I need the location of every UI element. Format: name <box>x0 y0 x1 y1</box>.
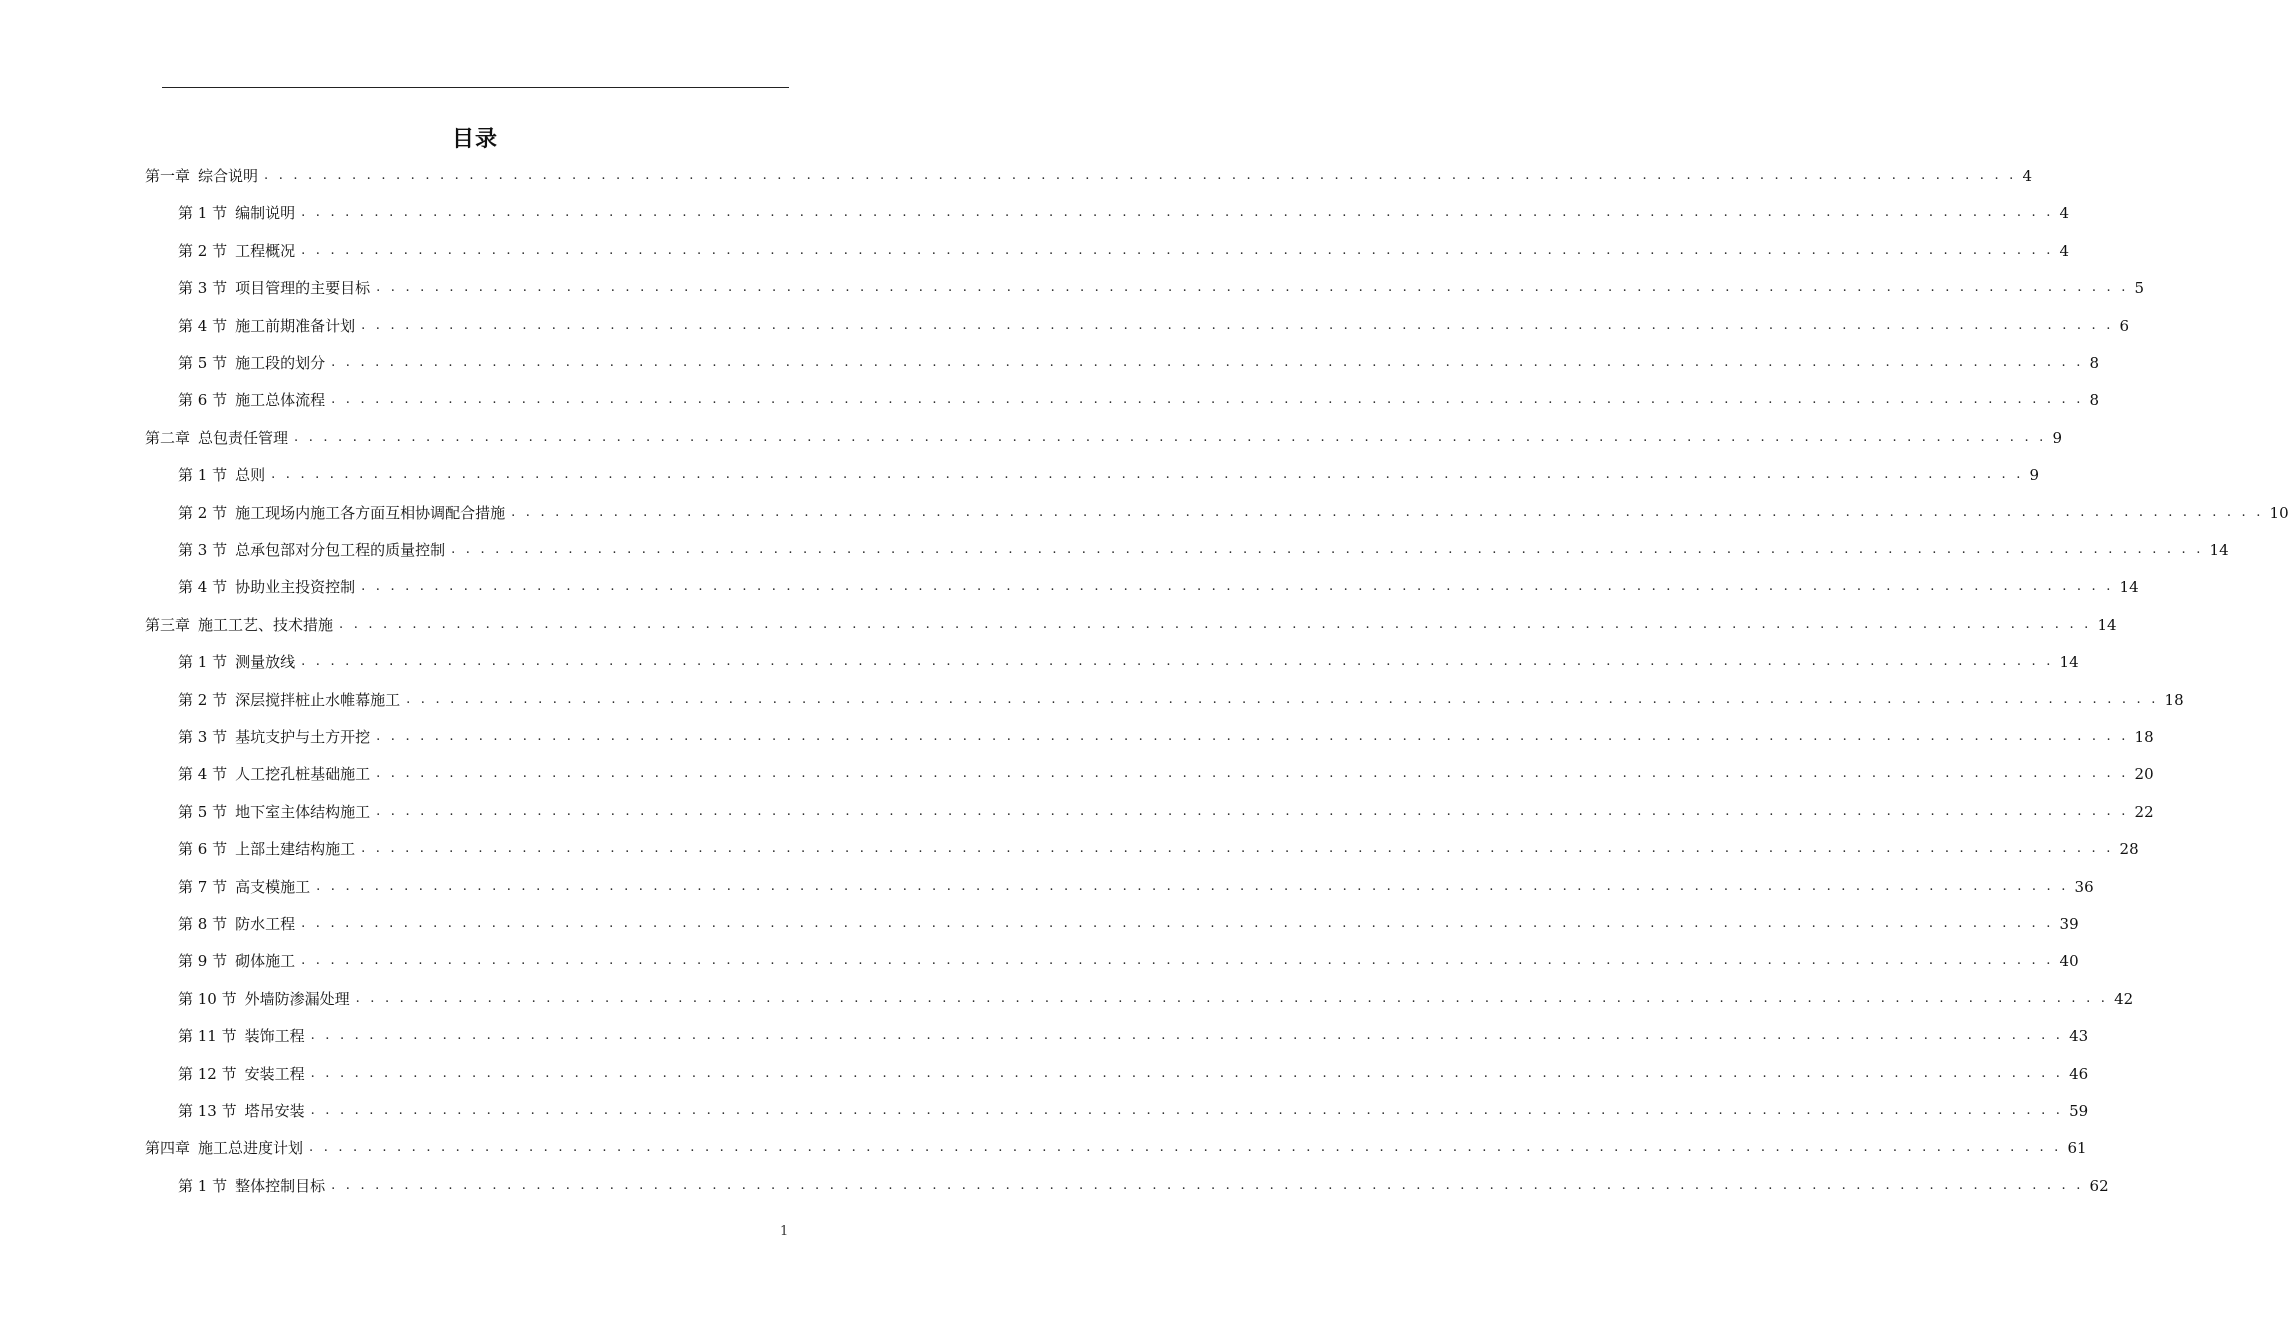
toc-entry-number: 第一章 <box>145 167 191 185</box>
toc-entry-number: 第 1 节 <box>178 1177 228 1195</box>
toc-entry-label: 施工工艺、技术措施 <box>198 616 334 634</box>
toc-dot-leader: . . . . . . . . . . . . . . . . . . . . . . . . . . . . . . . . . . . . . . . . . . . . . . . . . . . . . . . . . . . . . . . . . . . . . . . . . . . . . . . . . . . . . . . . . . . . . . . . . . . . . . . . . . . . . . . . . . . . . . . . <box>376 804 2129 819</box>
toc-entry-number: 第 10 节 <box>178 990 237 1008</box>
toc-entry-page: 43 <box>2069 1027 2089 1045</box>
toc-entry-number: 第 3 节 <box>178 279 228 297</box>
toc-entry-number: 第 8 节 <box>178 915 228 933</box>
toc-section-entry[interactable] <box>178 573 2139 597</box>
toc-dot-leader: . . . . . . . . . . . . . . . . . . . . . . . . . . . . . . . . . . . . . . . . . . . . . . . . . . . . . . . . . . . . . . . . . . . . . . . . . . . . . . . . . . . . . . . . . . . . . . . . . . . . . . . . . . . . . . . . . . . . . . . . <box>406 692 2159 707</box>
toc-entry-label: 施工现场内施工各方面互相协调配合措施 <box>235 504 506 522</box>
toc-dot-leader: . . . . . . . . . . . . . . . . . . . . . . . . . . . . . . . . . . . . . . . . . . . . . . . . . . . . . . . . . . . . . . . . . . . . . . . . . . . . . . . . . . . . . . . . . . . . . . . . . . . . . . . . . . . . . . . . . . . . . . . . <box>331 355 2084 370</box>
toc-entry-page: 42 <box>2114 990 2134 1008</box>
toc-section-entry[interactable] <box>178 1172 2109 1196</box>
toc-entry-page: 14 <box>2119 578 2139 596</box>
toc-entry-number: 第 2 节 <box>178 242 228 260</box>
toc-section-entry[interactable] <box>178 873 2094 897</box>
toc-chapter-entry[interactable] <box>145 611 2117 635</box>
toc-section-entry[interactable] <box>178 798 2154 822</box>
toc-dot-leader: . . . . . . . . . . . . . . . . . . . . . . . . . . . . . . . . . . . . . . . . . . . . . . . . . . . . . . . . . . . . . . . . . . . . . . . . . . . . . . . . . . . . . . . . . . . . . . . . . . . . . . . . . . . . . . . . . . . . . . . . <box>271 467 2024 482</box>
toc-entry-page: 28 <box>2119 840 2139 858</box>
toc-entry-page: 14 <box>2059 653 2079 671</box>
toc-entry-number: 第 1 节 <box>178 653 228 671</box>
toc-entry-number: 第 4 节 <box>178 765 228 783</box>
toc-entry-page: 14 <box>2209 541 2229 559</box>
toc-entry-label: 协助业主投资控制 <box>235 578 356 596</box>
toc-dot-leader: . . . . . . . . . . . . . . . . . . . . . . . . . . . . . . . . . . . . . . . . . . . . . . . . . . . . . . . . . . . . . . . . . . . . . . . . . . . . . . . . . . . . . . . . . . . . . . . . . . . . . . . . . . . . . . . . . . . . . . . . <box>301 243 2054 258</box>
toc-entry-label: 外墙防渗漏处理 <box>244 990 350 1008</box>
toc-dot-leader: . . . . . . . . . . . . . . . . . . . . . . . . . . . . . . . . . . . . . . . . . . . . . . . . . . . . . . . . . . . . . . . . . . . . . . . . . . . . . . . . . . . . . . . . . . . . . . . . . . . . . . . . . . . . . . . . . . . . . . . . <box>511 505 2264 520</box>
toc-dot-leader: . . . . . . . . . . . . . . . . . . . . . . . . . . . . . . . . . . . . . . . . . . . . . . . . . . . . . . . . . . . . . . . . . . . . . . . . . . . . . . . . . . . . . . . . . . . . . . . . . . . . . . . . . . . . . . . . . . . . . . . . <box>376 766 2129 781</box>
toc-section-entry[interactable] <box>178 1060 2089 1084</box>
toc-entry-label: 安装工程 <box>244 1065 305 1083</box>
toc-section-entry[interactable] <box>178 349 2100 373</box>
toc-entry-page: 62 <box>2089 1177 2109 1195</box>
toc-entry-page: 18 <box>2134 728 2154 746</box>
toc-title: 目录 <box>451 127 498 152</box>
toc-entry-label: 高支模施工 <box>235 878 311 896</box>
toc-dot-leader: . . . . . . . . . . . . . . . . . . . . . . . . . . . . . . . . . . . . . . . . . . . . . . . . . . . . . . . . . . . . . . . . . . . . . . . . . . . . . . . . . . . . . . . . . . . . . . . . . . . . . . . . . . . . . . . . . . . . . . . . <box>361 579 2114 594</box>
toc-section-entry[interactable] <box>178 1022 2089 1046</box>
toc-dot-leader: . . . . . . . . . . . . . . . . . . . . . . . . . . . . . . . . . . . . . . . . . . . . . . . . . . . . . . . . . . . . . . . . . . . . . . . . . . . . . . . . . . . . . . . . . . . . . . . . . . . . . . . . . . . . . . . . . . . . . . . . <box>339 617 2092 632</box>
toc-entry-page: 4 <box>2059 242 2070 260</box>
toc-chapter-entry[interactable] <box>145 424 2063 448</box>
toc-dot-leader: . . . . . . . . . . . . . . . . . . . . . . . . . . . . . . . . . . . . . . . . . . . . . . . . . . . . . . . . . . . . . . . . . . . . . . . . . . . . . . . . . . . . . . . . . . . . . . . . . . . . . . . . . . . . . . . . . . . . . . . . <box>355 991 2109 1006</box>
toc-dot-leader: . . . . . . . . . . . . . . . . . . . . . . . . . . . . . . . . . . . . . . . . . . . . . . . . . . . . . . . . . . . . . . . . . . . . . . . . . . . . . . . . . . . . . . . . . . . . . . . . . . . . . . . . . . . . . . . . . . . . . . . . <box>301 205 2054 220</box>
toc-entry-label: 整体控制目标 <box>235 1177 326 1195</box>
toc-entry-label: 深层搅拌桩止水帷幕施工 <box>235 691 401 709</box>
toc-entry-number: 第 5 节 <box>178 803 228 821</box>
toc-entry-page: 9 <box>2052 429 2063 447</box>
toc-entry-label: 总包责任管理 <box>198 429 289 447</box>
toc-dot-leader: . . . . . . . . . . . . . . . . . . . . . . . . . . . . . . . . . . . . . . . . . . . . . . . . . . . . . . . . . . . . . . . . . . . . . . . . . . . . . . . . . . . . . . . . . . . . . . . . . . . . . . . . . . . . . . . . . . . . . . . . <box>264 168 2017 183</box>
toc-dot-leader: . . . . . . . . . . . . . . . . . . . . . . . . . . . . . . . . . . . . . . . . . . . . . . . . . . . . . . . . . . . . . . . . . . . . . . . . . . . . . . . . . . . . . . . . . . . . . . . . . . . . . . . . . . . . . . . . . . . . . . . . <box>376 729 2129 744</box>
toc-entry-number: 第 6 节 <box>178 391 228 409</box>
toc-dot-leader: . . . . . . . . . . . . . . . . . . . . . . . . . . . . . . . . . . . . . . . . . . . . . . . . . . . . . . . . . . . . . . . . . . . . . . . . . . . . . . . . . . . . . . . . . . . . . . . . . . . . . . . . . . . . . . . . . . . . . . . . <box>310 1103 2064 1118</box>
toc-entry-label: 总则 <box>235 466 266 484</box>
toc-entry-label: 施工前期准备计划 <box>235 317 356 335</box>
toc-entry-label: 测量放线 <box>235 653 296 671</box>
toc-dot-leader: . . . . . . . . . . . . . . . . . . . . . . . . . . . . . . . . . . . . . . . . . . . . . . . . . . . . . . . . . . . . . . . . . . . . . . . . . . . . . . . . . . . . . . . . . . . . . . . . . . . . . . . . . . . . . . . . . . . . . . . . <box>301 953 2054 968</box>
toc-entry-page: 39 <box>2059 915 2079 933</box>
toc-entry-number: 第 4 节 <box>178 578 228 596</box>
toc-section-entry[interactable] <box>178 461 2040 485</box>
toc-dot-leader: . . . . . . . . . . . . . . . . . . . . . . . . . . . . . . . . . . . . . . . . . . . . . . . . . . . . . . . . . . . . . . . . . . . . . . . . . . . . . . . . . . . . . . . . . . . . . . . . . . . . . . . . . . . . . . . . . . . . . . . . <box>361 841 2114 856</box>
toc-entry-number: 第 6 节 <box>178 840 228 858</box>
page-number: 1 <box>780 1224 789 1239</box>
toc-section-entry[interactable] <box>178 536 2229 560</box>
toc-entry-label: 装饰工程 <box>244 1027 305 1045</box>
toc-entry-page: 36 <box>2074 878 2094 896</box>
toc-entry-number: 第四章 <box>145 1139 191 1157</box>
toc-entry-label: 综合说明 <box>198 167 259 185</box>
toc-section-entry[interactable] <box>178 199 2070 223</box>
toc-entry-page: 61 <box>2067 1139 2087 1157</box>
toc-entry-number: 第 4 节 <box>178 317 228 335</box>
toc-entry-number: 第 3 节 <box>178 541 228 559</box>
toc-entry-number: 第 12 节 <box>178 1065 237 1083</box>
toc-entry-number: 第二章 <box>145 429 191 447</box>
toc-entry-page: 4 <box>2022 167 2033 185</box>
toc-entry-label: 上部土建结构施工 <box>235 840 356 858</box>
toc-section-entry[interactable] <box>178 947 2079 971</box>
toc-entry-page: 8 <box>2089 354 2100 372</box>
toc-dot-leader: . . . . . . . . . . . . . . . . . . . . . . . . . . . . . . . . . . . . . . . . . . . . . . . . . . . . . . . . . . . . . . . . . . . . . . . . . . . . . . . . . . . . . . . . . . . . . . . . . . . . . . . . . . . . . . . . . . . . . . . . <box>301 916 2054 931</box>
toc-section-entry[interactable] <box>178 686 2184 710</box>
toc-section-entry[interactable] <box>178 835 2139 859</box>
toc-entry-page: 6 <box>2119 317 2130 335</box>
toc-dot-leader: . . . . . . . . . . . . . . . . . . . . . . . . . . . . . . . . . . . . . . . . . . . . . . . . . . . . . . . . . . . . . . . . . . . . . . . . . . . . . . . . . . . . . . . . . . . . . . . . . . . . . . . . . . . . . . . . . . . . . . . . <box>294 430 2047 445</box>
toc-section-entry[interactable] <box>178 237 2070 261</box>
toc-entry-page: 46 <box>2069 1065 2089 1083</box>
toc-dot-leader: . . . . . . . . . . . . . . . . . . . . . . . . . . . . . . . . . . . . . . . . . . . . . . . . . . . . . . . . . . . . . . . . . . . . . . . . . . . . . . . . . . . . . . . . . . . . . . . . . . . . . . . . . . . . . . . . . . . . . . . . <box>331 1178 2084 1193</box>
toc-entry-page: 9 <box>2029 466 2040 484</box>
toc-entry-number: 第 13 节 <box>178 1102 237 1120</box>
toc-entry-label: 项目管理的主要目标 <box>235 279 371 297</box>
toc-section-entry[interactable] <box>178 274 2145 298</box>
toc-dot-leader: . . . . . . . . . . . . . . . . . . . . . . . . . . . . . . . . . . . . . . . . . . . . . . . . . . . . . . . . . . . . . . . . . . . . . . . . . . . . . . . . . . . . . . . . . . . . . . . . . . . . . . . . . . . . . . . . . . . . . . . . <box>451 542 2204 557</box>
toc-dot-leader: . . . . . . . . . . . . . . . . . . . . . . . . . . . . . . . . . . . . . . . . . . . . . . . . . . . . . . . . . . . . . . . . . . . . . . . . . . . . . . . . . . . . . . . . . . . . . . . . . . . . . . . . . . . . . . . . . . . . . . . . <box>331 392 2084 407</box>
toc-dot-leader: . . . . . . . . . . . . . . . . . . . . . . . . . . . . . . . . . . . . . . . . . . . . . . . . . . . . . . . . . . . . . . . . . . . . . . . . . . . . . . . . . . . . . . . . . . . . . . . . . . . . . . . . . . . . . . . . . . . . . . . . <box>316 879 2069 894</box>
toc-entry-number: 第 2 节 <box>178 504 228 522</box>
toc-entry-label: 砌体施工 <box>235 952 296 970</box>
toc-section-entry[interactable] <box>178 499 2289 523</box>
toc-entry-number: 第 1 节 <box>178 466 228 484</box>
toc-dot-leader: . . . . . . . . . . . . . . . . . . . . . . . . . . . . . . . . . . . . . . . . . . . . . . . . . . . . . . . . . . . . . . . . . . . . . . . . . . . . . . . . . . . . . . . . . . . . . . . . . . . . . . . . . . . . . . . . . . . . . . . . <box>310 1066 2064 1081</box>
toc-entry-number: 第 11 节 <box>178 1027 237 1045</box>
toc-entry-label: 总承包部对分包工程的质量控制 <box>235 541 446 559</box>
toc-entry-page: 4 <box>2059 204 2070 222</box>
toc-entry-number: 第 9 节 <box>178 952 228 970</box>
toc-entry-label: 人工挖孔桩基础施工 <box>235 765 371 783</box>
toc-section-entry[interactable] <box>178 312 2130 336</box>
toc-entry-label: 基坑支护与土方开挖 <box>235 728 371 746</box>
toc-dot-leader: . . . . . . . . . . . . . . . . . . . . . . . . . . . . . . . . . . . . . . . . . . . . . . . . . . . . . . . . . . . . . . . . . . . . . . . . . . . . . . . . . . . . . . . . . . . . . . . . . . . . . . . . . . . . . . . . . . . . . . . . <box>376 280 2129 295</box>
toc-section-entry[interactable] <box>178 985 2134 1009</box>
toc-section-entry[interactable] <box>178 723 2154 747</box>
toc-entry-label: 塔吊安装 <box>244 1102 305 1120</box>
toc-entry-page: 59 <box>2069 1102 2089 1120</box>
toc-entry-page: 40 <box>2059 952 2079 970</box>
toc-entry-number: 第 5 节 <box>178 354 228 372</box>
toc-entry-label: 施工段的划分 <box>235 354 326 372</box>
toc-entry-number: 第 7 节 <box>178 878 228 896</box>
toc-entry-label: 防水工程 <box>235 915 296 933</box>
toc-entry-page: 22 <box>2134 803 2154 821</box>
toc-dot-leader: . . . . . . . . . . . . . . . . . . . . . . . . . . . . . . . . . . . . . . . . . . . . . . . . . . . . . . . . . . . . . . . . . . . . . . . . . . . . . . . . . . . . . . . . . . . . . . . . . . . . . . . . . . . . . . . . . . . . . . . . <box>361 318 2114 333</box>
toc-entry-page: 8 <box>2089 391 2100 409</box>
toc-dot-leader: . . . . . . . . . . . . . . . . . . . . . . . . . . . . . . . . . . . . . . . . . . . . . . . . . . . . . . . . . . . . . . . . . . . . . . . . . . . . . . . . . . . . . . . . . . . . . . . . . . . . . . . . . . . . . . . . . . . . . . . . <box>301 654 2054 669</box>
toc-chapter-entry[interactable] <box>145 1134 2087 1158</box>
toc-entry-label: 施工总体流程 <box>235 391 326 409</box>
toc-entry-label: 施工总进度计划 <box>198 1139 304 1157</box>
toc-chapter-entry[interactable] <box>145 162 2033 186</box>
toc-entry-label: 地下室主体结构施工 <box>235 803 371 821</box>
toc-entry-page: 20 <box>2134 765 2154 783</box>
toc-entry-page: 10 <box>2269 504 2289 522</box>
toc-section-entry[interactable] <box>178 1097 2089 1121</box>
header-rule <box>162 87 789 88</box>
toc-dot-leader: . . . . . . . . . . . . . . . . . . . . . . . . . . . . . . . . . . . . . . . . . . . . . . . . . . . . . . . . . . . . . . . . . . . . . . . . . . . . . . . . . . . . . . . . . . . . . . . . . . . . . . . . . . . . . . . . . . . . . . . . <box>310 1028 2064 1043</box>
toc-entry-number: 第三章 <box>145 616 191 634</box>
toc-entry-number: 第 3 节 <box>178 728 228 746</box>
toc-entry-page: 5 <box>2134 279 2145 297</box>
toc-entry-label: 编制说明 <box>235 204 296 222</box>
toc-entry-number: 第 2 节 <box>178 691 228 709</box>
toc-section-entry[interactable] <box>178 386 2100 410</box>
toc-section-entry[interactable] <box>178 760 2154 784</box>
toc-entry-number: 第 1 节 <box>178 204 228 222</box>
toc-entry-label: 工程概况 <box>235 242 296 260</box>
toc-entry-page: 18 <box>2164 691 2184 709</box>
toc-section-entry[interactable] <box>178 910 2079 934</box>
toc-section-entry[interactable] <box>178 648 2079 672</box>
toc-entry-page: 14 <box>2097 616 2117 634</box>
toc-dot-leader: . . . . . . . . . . . . . . . . . . . . . . . . . . . . . . . . . . . . . . . . . . . . . . . . . . . . . . . . . . . . . . . . . . . . . . . . . . . . . . . . . . . . . . . . . . . . . . . . . . . . . . . . . . . . . . . . . . . . . . . . <box>309 1140 2062 1155</box>
